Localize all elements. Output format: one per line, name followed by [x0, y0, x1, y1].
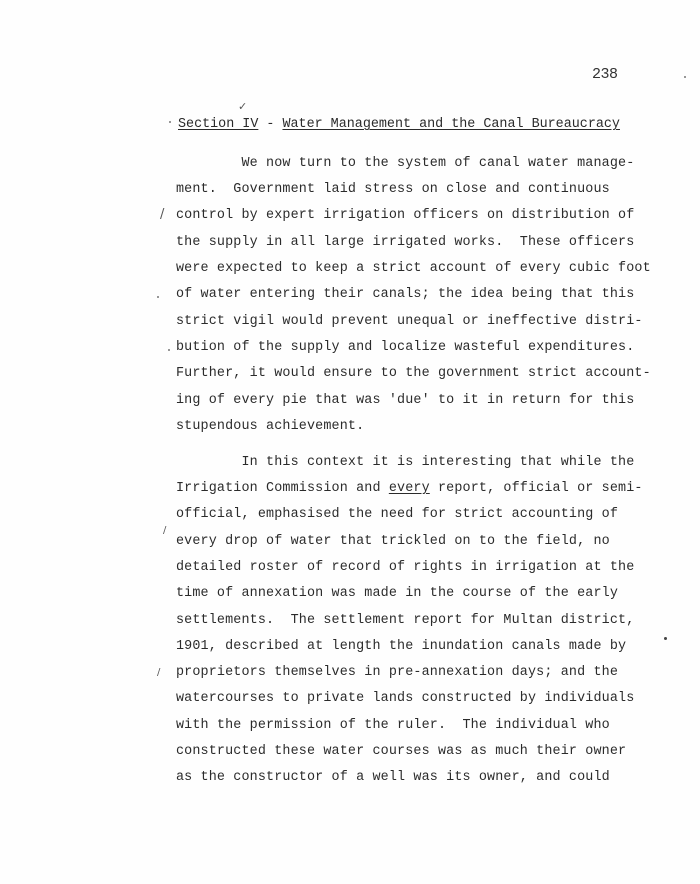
text-line-4: the supply in all large irrigated works. These officers: [176, 235, 635, 250]
text-line-19: 1901, described at length the inundation canals made by: [176, 639, 627, 654]
text-line-8: bution of the supply and localize wasteful expenditures.: [176, 340, 635, 355]
margin-tick-mark: /: [157, 667, 161, 678]
text-line-18: settlements. The settlement report for Multan district,: [176, 613, 635, 628]
text-line-17: time of annexation was made in the course of the early: [176, 586, 619, 601]
text-line-13: [176, 481, 643, 496]
text-line-12: In this context it is interesting that while the: [176, 455, 635, 470]
text-line-24: as the constructor of a well was its owner, and could: [176, 770, 610, 785]
text-line-5: were expected to keep a strict account of every cubic foot: [176, 261, 651, 276]
scan-speck: [169, 121, 171, 123]
text-line-3: control by expert irrigation officers on distribution of: [176, 208, 635, 223]
scan-speck: [157, 296, 159, 298]
underlined-word-every: every: [388, 481, 430, 496]
text-line-20: proprietors themselves in pre-annexation days; and the: [176, 665, 619, 680]
handwritten-tick-mark: ✓: [238, 100, 248, 113]
scan-speck: [664, 637, 667, 640]
line-13-end: report, official or semi-: [429, 481, 643, 496]
section-title: Water Management and the Canal Bureaucracy: [282, 117, 620, 132]
margin-tick-mark: /: [163, 525, 167, 536]
line-13-start: Irrigation Commission and: [176, 481, 389, 496]
scan-speck: [684, 76, 686, 78]
section-label: Section IV: [178, 117, 259, 132]
text-line-6: of water entering their canals; the idea being that this: [176, 287, 635, 302]
text-line-14: official, emphasised the need for strict accounting of: [176, 507, 619, 522]
text-line-23: constructed these water courses was as much their owner: [176, 744, 627, 759]
text-line-22: with the permission of the ruler. The individual who: [176, 718, 610, 733]
text-line-7: strict vigil would prevent unequal or ineffective distri-: [176, 314, 643, 329]
section-heading: [178, 117, 620, 132]
text-line-9: Further, it would ensure to the government strict account-: [176, 366, 651, 381]
page-number: 238: [592, 66, 618, 83]
margin-slash-mark: /: [160, 207, 165, 222]
text-line-11: stupendous achievement.: [176, 419, 365, 434]
text-line-2: ment. Government laid stress on close and continuous: [176, 182, 610, 197]
section-dash: -: [258, 117, 283, 132]
text-line-16: detailed roster of record of rights in irrigation at the: [176, 560, 635, 575]
scan-speck: [168, 349, 170, 351]
text-line-21: watercourses to private lands constructed by individuals: [176, 691, 635, 706]
text-line-1: We now turn to the system of canal water manage-: [176, 156, 635, 171]
text-line-10: ing of every pie that was 'due' to it in return for this: [176, 393, 635, 408]
text-line-15: every drop of water that trickled on to the field, no: [176, 534, 610, 549]
